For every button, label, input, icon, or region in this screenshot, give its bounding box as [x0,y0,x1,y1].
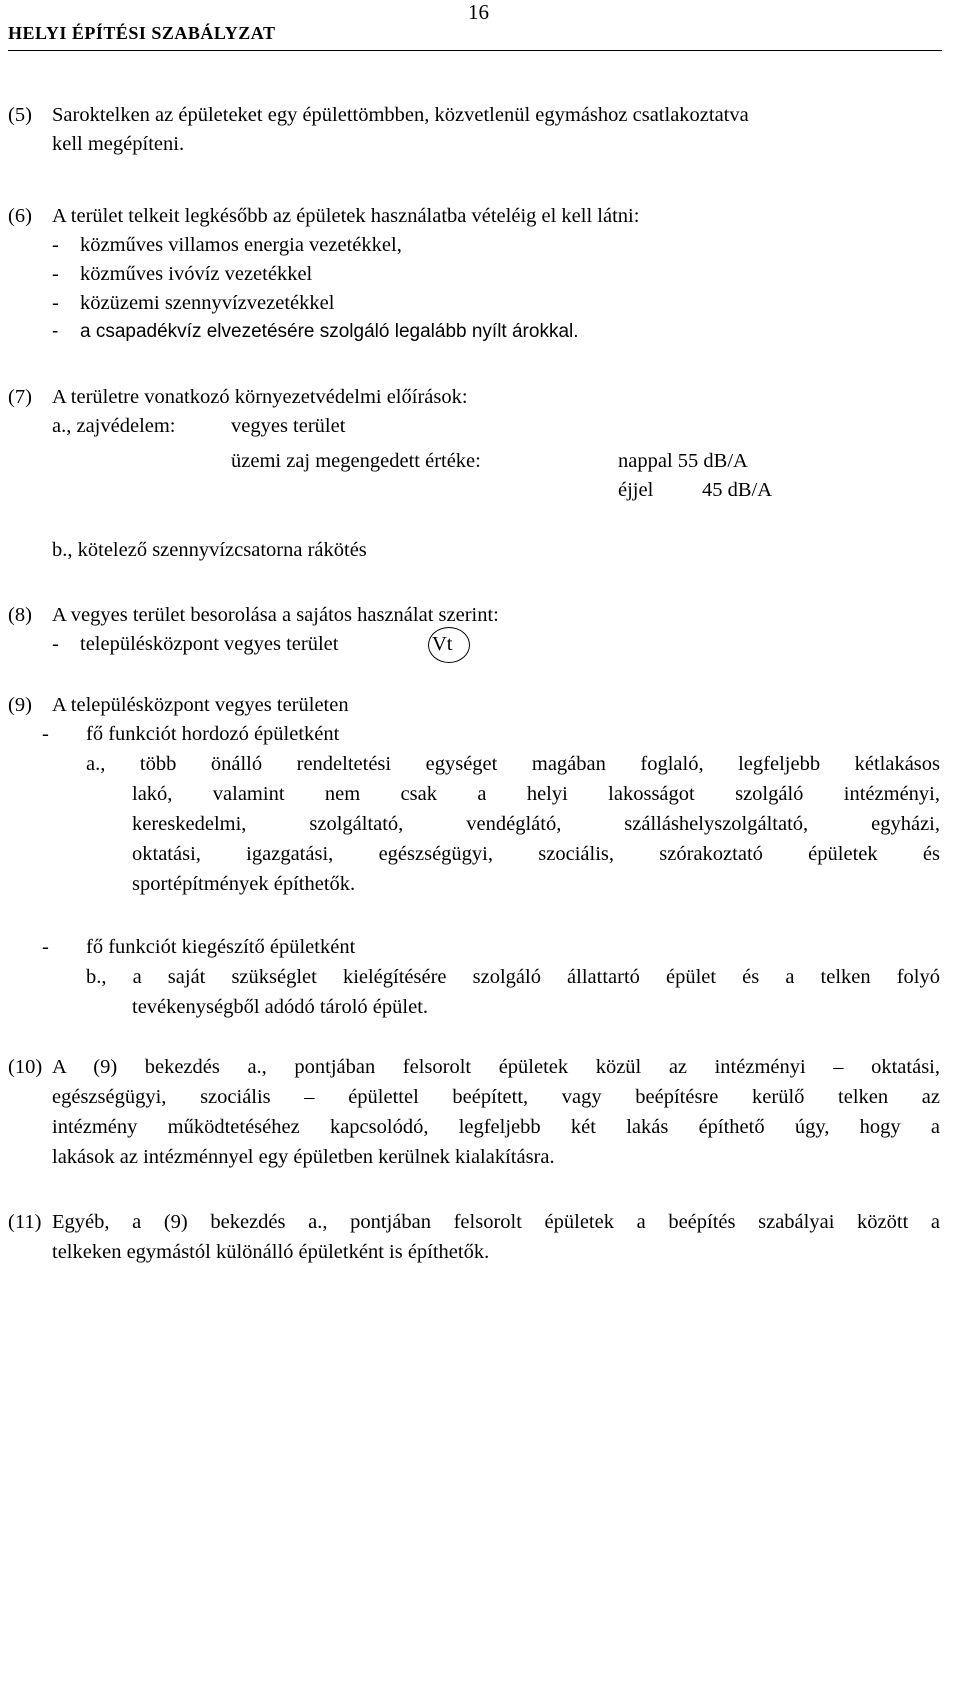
p9-b-line-2: tevékenységből adódó tároló épület. [132,996,429,1018]
p9-b-line-1: b., a saját szükséglet kielégítésére szolgáló állattartó épület és a telken folyó [86,966,940,988]
p6-bullet-1: - [52,234,59,256]
p6-intro: A terület telkeit legkésőbb az épületek használatba vételéig el kell látni: [52,205,640,227]
p10-number: (10) [8,1056,43,1078]
p10-line-3: intézmény működtetéséhez kapcsolódó, legfeljebb két lakás építhető úgy, hogy a [52,1116,940,1138]
p7-b: b., kötelező szennyvízcsatorna rákötés [52,539,367,561]
p9-a-line-5: sportépítmények építhetők. [132,873,356,895]
document-title: HELYI ÉPÍTÉSI SZABÁLYZAT [8,23,276,43]
p9-a-line-4: oktatási, igazgatási, egészségügyi, szociális, szórakoztató épületek és [132,843,940,865]
p11-line-1: Egyéb, a (9) bekezdés a., pontjában felsorolt épületek a beépítés szabályai között a [52,1211,940,1233]
p9-supp-heading: fő funkciót kiegészítő épületként [86,936,356,958]
p6-bullet-2: - [52,263,59,285]
p8-zone-code: Vt [432,633,453,655]
p6-item-2: közműves ivóvíz vezetékkel [80,263,313,285]
p8-number: (8) [8,604,32,626]
p9-a-line-1: a., több önálló rendeltetési egységet magában foglaló, legfeljebb kétlakásos [86,753,940,775]
p9-a-line-2: lakó, valamint nem csak a helyi lakosságot szolgáló intézményi, [132,783,940,805]
p9-intro: A településközpont vegyes területen [52,694,349,716]
p7-noise-label: üzemi zaj megengedett értéke: [231,450,481,472]
p6-item-3: közüzemi szennyvízvezetékkel [80,292,335,314]
p8-bullet: - [52,633,59,655]
p6-number: (6) [8,205,32,227]
p5-line-1: Saroktelken az épületeket egy épülettömbben, közvetlenül egymáshoz csatlakoztatva [52,104,749,126]
p6-bullet-3: - [52,292,59,314]
p11-line-2: telkeken egymástól különálló épületként is építhetők. [52,1241,490,1263]
p8-item: településközpont vegyes terület [80,633,339,655]
p6-bullet-4: - [52,321,59,342]
p6-item-1: közműves villamos energia vezetékkel, [80,234,402,256]
p6-item-4: a csapadékvíz elvezetésére szolgáló legalább nyílt árokkal. [80,321,579,342]
p10-line-1: A (9) bekezdés a., pontjában felsorolt épületek közül az intézményi – oktatási, [52,1056,940,1078]
header-rule [8,50,942,51]
zone-code-circle [428,627,470,663]
p7-intro: A területre vonatkozó környezetvédelmi előírások: [52,386,468,408]
page-number: 16 [468,0,489,24]
p10-line-2: egészségügyi, szociális – épülettel beépített, vagy beépítésre kerülő telken az [52,1086,940,1108]
p9-number: (9) [8,694,32,716]
p7-day-limit: nappal 55 dB/A [618,450,748,472]
p10-line-4: lakások az intézménnyel egy épületben kerülnek kialakításra. [52,1146,555,1168]
p9-a-line-3: kereskedelmi, szolgáltató, vendéglátó, szálláshelyszolgáltató, egyházi, [132,813,940,835]
p9-bullet-main: - [42,723,49,745]
p7-a-area: vegyes terület [231,415,346,437]
p9-bullet-supp: - [42,936,49,958]
p9-main-heading: fő funkciót hordozó épületként [86,723,340,745]
p8-intro: A vegyes terület besorolása a sajátos használat szerint: [52,604,499,626]
p5-number: (5) [8,104,32,126]
p11-number: (11) [8,1211,42,1233]
p7-a-label: a., zajvédelem: [52,415,176,437]
p7-night-limit: 45 dB/A [702,479,773,501]
p7-number: (7) [8,386,32,408]
p7-night-label: éjjel [618,479,654,501]
p5-line-2: kell megépíteni. [52,133,185,155]
